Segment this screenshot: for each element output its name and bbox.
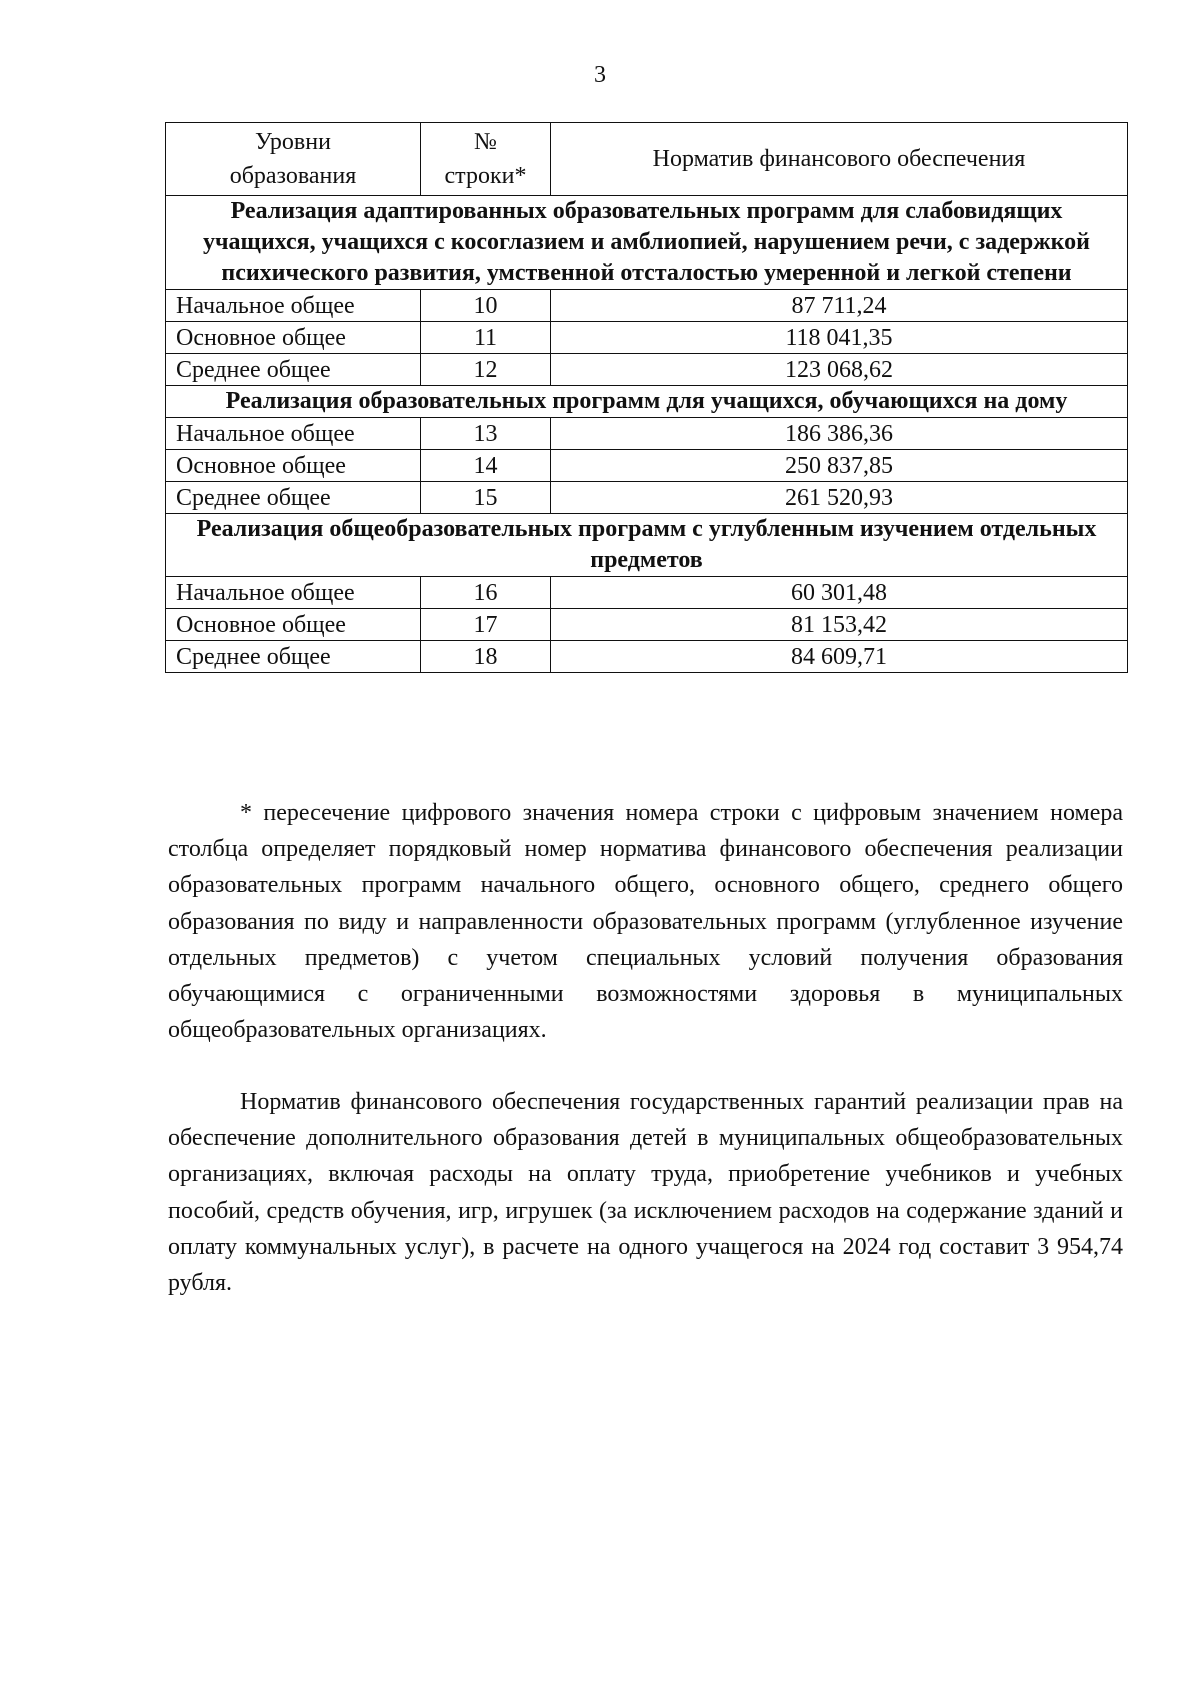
row-level: Среднее общее <box>166 641 421 673</box>
row-level: Основное общее <box>166 450 421 482</box>
section-row <box>166 514 1128 577</box>
row-value: 261 520,93 <box>551 482 1128 514</box>
section-title-advanced: Реализация общеобразовательных программ с углубленным изучением отдельных предметов <box>166 514 1128 577</box>
table-row <box>166 641 1128 673</box>
table-row <box>166 354 1128 386</box>
row-level: Основное общее <box>166 322 421 354</box>
header-level-line1: Уровни <box>255 129 331 155</box>
row-number: 10 <box>421 290 551 322</box>
row-number: 15 <box>421 482 551 514</box>
header-number-line1: № <box>474 129 497 155</box>
row-level: Начальное общее <box>166 418 421 450</box>
row-value: 123 068,62 <box>551 354 1128 386</box>
table-row <box>166 450 1128 482</box>
row-level: Начальное общее <box>166 577 421 609</box>
header-norm: Норматив финансового обеспечения <box>551 123 1128 196</box>
header-education-level <box>166 123 421 196</box>
table-header-row <box>166 123 1128 196</box>
row-number: 14 <box>421 450 551 482</box>
header-level-line2: образования <box>229 163 357 189</box>
row-value: 81 153,42 <box>551 609 1128 641</box>
section-row <box>166 196 1128 290</box>
body-paragraph: Норматив финансового обеспечения государственных гарантий реализации прав на обеспечение дополнительного образования детей в муниципальных общеобразовательных организациях, включая расходы на оплату труда, приобретение учебников и учебных пособий, средств обучения, игр, игрушек (за исключением расходов на содержание зданий и оплату коммунальных услуг), в расчете на одного учащегося на 2024 год составит 3 954,74 рубля. <box>168 1089 1123 1297</box>
row-level: Основное общее <box>166 609 421 641</box>
row-number: 18 <box>421 641 551 673</box>
row-level: Среднее общее <box>166 354 421 386</box>
row-level: Начальное общее <box>166 290 421 322</box>
section-title-adapted: Реализация адаптированных образовательных программ для слабовидящих учащихся, учащихся с косоглазием и амблиопией, нарушением речи, с задержкой психического развития, умственной отсталостью умеренной и легкой степени <box>166 196 1128 290</box>
table-row <box>166 418 1128 450</box>
row-number: 16 <box>421 577 551 609</box>
row-value: 60 301,48 <box>551 577 1128 609</box>
row-value: 250 837,85 <box>551 450 1128 482</box>
table-row <box>166 609 1128 641</box>
header-number-line2: строки* <box>444 163 527 189</box>
page-number: 3 <box>594 62 606 88</box>
row-value: 87 711,24 <box>551 290 1128 322</box>
row-number: 11 <box>421 322 551 354</box>
table-row <box>166 290 1128 322</box>
row-value: 186 386,36 <box>551 418 1128 450</box>
row-value: 118 041,35 <box>551 322 1128 354</box>
row-number: 17 <box>421 609 551 641</box>
section-title-home: Реализация образовательных программ для учащихся, обучающихся на дому <box>166 386 1128 418</box>
row-value: 84 609,71 <box>551 641 1128 673</box>
table-row <box>166 577 1128 609</box>
norms-table <box>165 122 1128 673</box>
row-number: 12 <box>421 354 551 386</box>
table-row <box>166 322 1128 354</box>
row-level: Среднее общее <box>166 482 421 514</box>
footnote: * пересечение цифрового значения номера строки с цифровым значением номера столбца определяет порядковый номер норматива финансового обеспечения реализации образовательных программ начального общего, основного общего, среднего общего образования по виду и направленности образовательных программ (углубленное изучение отдельных предметов) с учетом специальных условий получения образования обучающимися с ограниченными возможностями здоровья в муниципальных общеобразовательных организациях. <box>168 800 1123 1044</box>
table-row <box>166 482 1128 514</box>
section-row <box>166 386 1128 418</box>
header-row-number <box>421 123 551 196</box>
row-number: 13 <box>421 418 551 450</box>
